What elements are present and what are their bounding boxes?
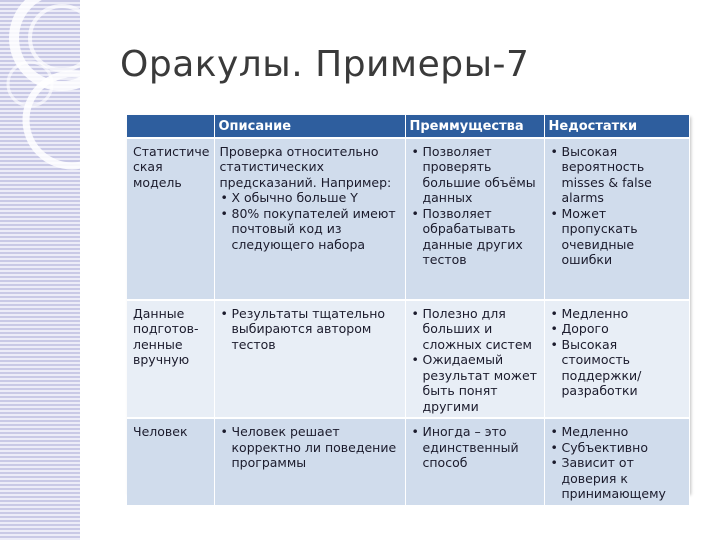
cell-disadvantages xyxy=(544,138,689,300)
list-item: • Ожидаемый результат может быть понят другими xyxy=(411,352,540,414)
list-item: • Медленно xyxy=(550,306,685,322)
row-name-human: Человек xyxy=(127,418,214,506)
list-item: • 80% покупателей имеют почтовый код из следующего набора xyxy=(220,206,401,253)
cell-description xyxy=(214,138,405,300)
cell-description xyxy=(214,300,405,419)
advantages-list xyxy=(411,424,540,471)
cell-disadvantages xyxy=(544,418,689,506)
description-list xyxy=(220,306,401,353)
cell-advantages xyxy=(405,138,544,300)
decorative-circles-graphic xyxy=(0,0,80,540)
cell-advantages xyxy=(405,418,544,506)
list-item: • Результаты тщательно выбираются автором тестов xyxy=(220,306,401,353)
list-item: • Может пропускать очевидные ошибки xyxy=(550,206,685,268)
cell-advantages xyxy=(405,300,544,419)
list-item: • Позволяет обрабатывать данные других тестов xyxy=(411,206,540,268)
list-item: • Субъективно xyxy=(550,440,685,456)
list-item: • Высокая вероятность misses & false alarms xyxy=(550,144,685,206)
list-item: • Позволяет проверять большие объёмы данных xyxy=(411,144,540,206)
description-list xyxy=(220,424,401,471)
header-corner xyxy=(127,115,214,138)
list-item: • Медленно xyxy=(550,424,685,440)
table-header-row xyxy=(127,115,689,138)
cell-disadvantages xyxy=(544,300,689,419)
list-item: • Высокая стоимость поддержки/ разработки xyxy=(550,337,685,399)
disadvantages-list xyxy=(550,424,685,502)
decorative-side-band xyxy=(0,0,80,540)
header-disadvantages: Недостатки xyxy=(544,115,689,138)
disadvantages-list xyxy=(550,306,685,399)
table-row xyxy=(127,300,689,419)
list-item: • Человек решает корректно ли поведение программы xyxy=(220,424,401,471)
row-name-statistical-model: Статистиче ская модель xyxy=(127,138,214,300)
disadvantages-list xyxy=(550,144,685,268)
oracles-comparison-table xyxy=(127,115,689,501)
list-item: • Иногда – это единственный способ xyxy=(411,424,540,471)
description-list xyxy=(220,190,401,252)
table-row xyxy=(127,138,689,300)
advantages-list xyxy=(411,144,540,268)
list-item: • Полезно для больших и сложных систем xyxy=(411,306,540,353)
list-item: • X обычно больше Y xyxy=(220,190,401,206)
list-item: • Дорого xyxy=(550,321,685,337)
advantages-list xyxy=(411,306,540,415)
description-text: Проверка относительно статистических предсказаний. Например: xyxy=(219,143,392,190)
list-item: • Зависит от доверия к принимающему xyxy=(550,455,685,502)
cell-description xyxy=(214,418,405,506)
header-advantages: Преммущества xyxy=(405,115,544,138)
row-name-manual-data: Данные подготов-ленные вручную xyxy=(127,300,214,419)
header-description: Описание xyxy=(214,115,405,138)
slide-title: Оракулы. Примеры-7 xyxy=(120,44,530,85)
table-row xyxy=(127,418,689,506)
